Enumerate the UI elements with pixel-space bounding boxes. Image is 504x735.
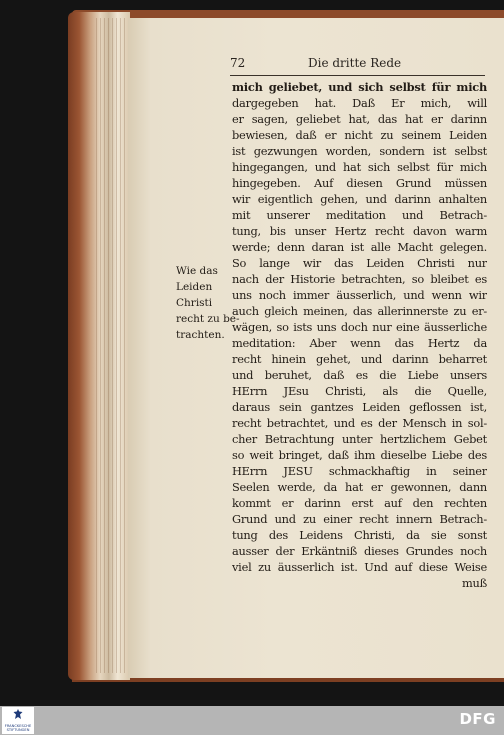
- page-number: 72: [230, 56, 246, 70]
- text-line: bewiesen, daß er nicht zu seinem Leiden: [232, 128, 487, 142]
- marginal-note-line: Christi: [176, 297, 213, 309]
- marginal-note-line: recht zu be-: [176, 313, 240, 325]
- running-head: Die dritte Rede: [308, 56, 402, 70]
- text-line: daraus sein gantzes Leiden geflossen ist,: [232, 400, 487, 414]
- text-line: So lange wir das Leiden Christi nur: [232, 256, 487, 270]
- text-line: auch gleich meinen, das allerinnerste zu er-: [232, 304, 487, 318]
- text-line: Grund und zu einer recht innern Betrach-: [232, 512, 487, 526]
- text-line: wir eigentlich gehen, und darinn anhalten: [232, 192, 487, 206]
- text-line: er sagen, geliebet hat, das hat er darinn: [232, 112, 487, 126]
- catchword: muß: [462, 576, 487, 590]
- text-line: mit unserer meditation und Betrach-: [232, 208, 487, 222]
- text-line: nach der Historie betrachten, so bleibet es: [232, 272, 487, 286]
- text-line: ist gezwungen worden, sondern ist selbst: [232, 144, 487, 158]
- body-text: [232, 79, 487, 591]
- text-line: hingegeben. Auf diesen Grund müssen: [232, 176, 487, 190]
- text-line: tung des Leidens Christi, da sie sonst: [232, 528, 487, 542]
- text-line: viel zu äusserlich ist. Und auf diese Weise: [232, 560, 487, 574]
- text-line: werde; denn daran ist alle Macht gelegen.: [232, 240, 487, 254]
- marginal-note-line: trachten.: [176, 329, 225, 341]
- header-rule: [230, 75, 485, 76]
- text-line: tung, bis unser Hertz recht davon warm: [232, 224, 487, 238]
- text-line: mich geliebet, und sich selbst für mich: [232, 80, 487, 94]
- text-line: und beruhet, daß es die Liebe unsers: [232, 368, 487, 382]
- footer-bar: [0, 706, 504, 735]
- text-line: wägen, so ists uns doch nur eine äusserliche: [232, 320, 487, 334]
- eagle-icon: [13, 709, 23, 721]
- text-line: cher Betrachtung unter hertzlichem Gebet: [232, 432, 487, 446]
- text-line: hingegangen, und hat sich selbst für mich: [232, 160, 487, 174]
- text-line: HErrn JEsu Christi, als die Quelle,: [232, 384, 487, 398]
- marginal-note-line: Leiden: [176, 281, 213, 293]
- text-line: recht betrachtet, und es der Mensch in sol-: [232, 416, 487, 430]
- text-line: ausser der Erkäntniß dieses Grundes noch: [232, 544, 487, 558]
- text-line: Seelen werde, da hat er gewonnen, dann: [232, 480, 487, 494]
- marginal-note: [176, 263, 240, 343]
- text-line: HErrn JESU schmackhaftig in seiner: [232, 464, 487, 478]
- dfg-logo: DFG: [459, 710, 496, 728]
- page-edge-lines: [96, 18, 126, 673]
- text-line: meditation: Aber wenn das Hertz da: [232, 336, 487, 350]
- text-line: dargegeben hat. Daß Er mich, will: [232, 96, 487, 110]
- marginal-note-line: Wie das: [176, 265, 218, 277]
- text-line: so weit bringet, daß ihm dieselbe Liebe des: [232, 448, 487, 462]
- library-logo: [2, 707, 34, 734]
- text-line: uns noch immer äusserlich, und wenn wir: [232, 288, 487, 302]
- library-logo-text: FRANCKESCHE STIFTUNGEN: [4, 724, 32, 732]
- text-line: kommt er darinn erst auf den rechten: [232, 496, 487, 510]
- page-header: [230, 56, 490, 74]
- text-line: recht hinein gehet, und darinn beharret: [232, 352, 487, 366]
